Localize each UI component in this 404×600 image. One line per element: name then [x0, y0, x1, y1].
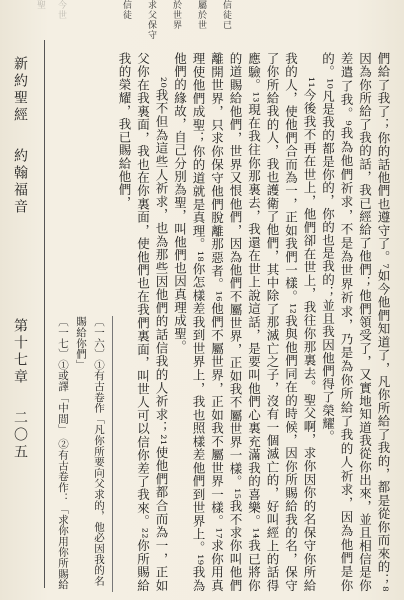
margin-note: 求父保守 — [146, 0, 156, 40]
margin-note: 屬於世 — [196, 0, 206, 30]
chapter-label: 第十七章 — [12, 318, 28, 386]
page-number: 二〇五 — [12, 410, 28, 461]
verse-paragraph: ²⁰我不但為這些人祈求，也為那些因他們的話信我的人祈求；²¹使他們都合而為一，正如父你在我裏面，我也在你裏面，使他們也在我們裏面，叫世人可以信你差了我來。²²你所賜給我的榮耀，我已賜給他們， — [117, 52, 169, 592]
header-rule — [44, 40, 45, 588]
margin-note: 信徒 — [121, 0, 131, 20]
bleed-through-notes — [34, 0, 66, 20]
scripture-text — [112, 52, 392, 592]
running-header — [10, 56, 36, 588]
footnotes — [52, 316, 113, 592]
margin-note: 信徒已 — [221, 0, 231, 30]
verse-paragraph: ¹¹今後我不再在世上，他們卻在世上，我往你那裏去。聖父啊，求你因你的名保守你所給我的人，使他們合而為一，正如我們一樣。¹²我與他們同在的時候，因你所賜給我的名，保守了你所給我的人，我也護衛了他們，其中除了那滅亡之子，沒有一個滅亡的，好叫經上的話得應驗。¹³現在我往你那裏去，我還在世上說這話，是要叫他們心裏充滿我的喜樂。¹⁴我已將你的道賜給他們，世界又恨他們，因為他們不屬世界，正如我不屬世界一樣。¹⁵我不求你叫他們離開世界，只求你保守他們脫離那惡者。¹⁶他們不屬世界，正如我不屬世界一樣。¹⁷求你用真理使他們成聖；你的道就是真理。¹⁸你怎樣差我到世界上，我也照樣差他們到世界上。¹⁹我為他們的緣故，自己分別為聖，叫他們也因真理成聖。 — [172, 52, 317, 592]
footnote: 〔一七〕①或譯「中間」 ②有古卷作：「求你用你所賜給 — [57, 316, 69, 590]
gospel-name: 約翰福音 — [12, 148, 28, 216]
book-title: 新約聖經 — [12, 56, 28, 124]
footnote: 〔一六〕①有古卷作「凡你所要向父求的，他必因我的名賜給你們」 — [75, 316, 105, 586]
margin-note: 於世界 — [171, 0, 181, 30]
verse-paragraph: 們給了我了；你的話他們也遵守了。⁷如今他們知道了，凡你所給了我的，都是從你而來的；⁸因為你所給了我的話，我已經給了他們；他們領受了，又實地知道我從你出來，並且相信是你差遣了我。⁹我為他們祈求，不是為世界祈求，乃是為你所給了我的人祈求，因為他們是你的。¹⁰凡是我的都是你的，你的也是我的；並且我因他們得了榮耀。 — [320, 52, 391, 592]
ghost-note: 聖 — [35, 0, 45, 10]
ghost-note: 今世 — [56, 0, 66, 20]
margin-notes — [120, 0, 231, 40]
